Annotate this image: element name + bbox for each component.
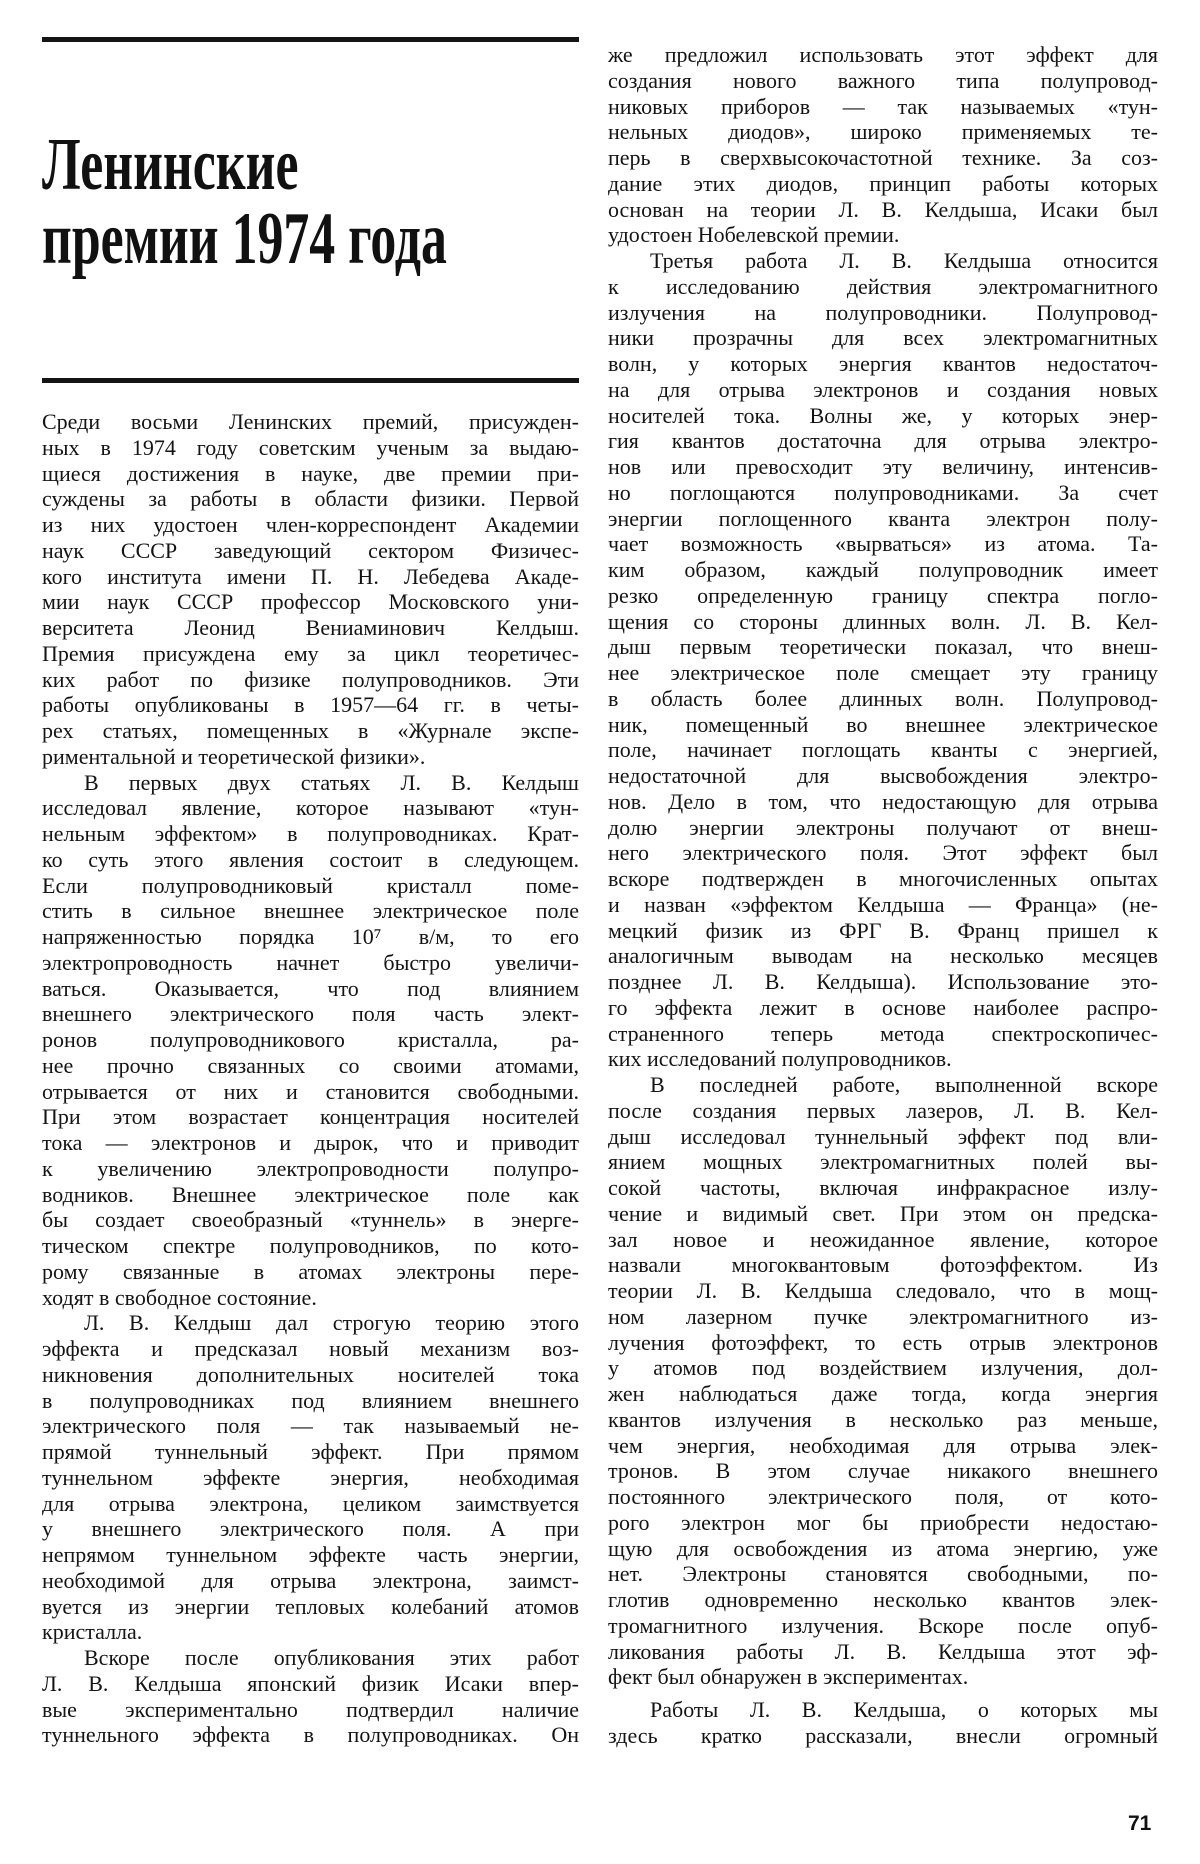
text-line: ваться. Оказывается, что под влиянием bbox=[42, 975, 579, 1001]
text-line: у внешнего электрического поля. А при bbox=[42, 1516, 579, 1542]
text-line: сокой частоты, включая инфракрасное излу- bbox=[608, 1175, 1158, 1200]
text-line: суждены за работы в области физики. Первой bbox=[42, 486, 579, 512]
text-line: вые экспериментально подтвердил наличие bbox=[42, 1696, 579, 1722]
text-line: исследовал явление, которое называют «тун- bbox=[42, 795, 579, 821]
text-line: аналогичным выводам на несколько месяцев bbox=[608, 943, 1158, 969]
text-line: него электрического поля. Этот эффект был bbox=[608, 840, 1158, 866]
text-line: чем энергия, необходимая для отрыва элек- bbox=[608, 1432, 1158, 1458]
text-line: В первых двух статьях Л. В. Келдыш bbox=[84, 769, 579, 795]
text-line: гия квантов достаточна для отрыва электро- bbox=[608, 428, 1158, 454]
text-line: работы опубликованы в 1957—64 гг. в четы- bbox=[42, 692, 579, 718]
text-line: тромагнитного излучения. Вскоре после опуб- bbox=[608, 1612, 1158, 1638]
text-line: туннельном эффекте энергия, необходимая bbox=[42, 1464, 579, 1490]
text-line: ники прозрачны для всех электромагнитных bbox=[608, 325, 1158, 351]
text-line: непрямом туннельном эффекте часть энергии, bbox=[42, 1542, 579, 1567]
text-line: кого института имени П. Н. Лебедева Акаде- bbox=[42, 563, 579, 589]
text-line: щиеся достижения в науке, две премии при- bbox=[42, 460, 579, 486]
text-line: же предложил использовать этот эффект для bbox=[608, 42, 1158, 67]
text-line: квантов излучения в несколько раз меньше, bbox=[608, 1406, 1158, 1432]
text-line: теории Л. В. Келдыша следовало, что в мощ- bbox=[608, 1278, 1158, 1303]
text-line: у атомов под воздействием излучения, дол- bbox=[608, 1355, 1158, 1381]
text-line: вскоре подтвержден в многочисленных опытах bbox=[608, 866, 1158, 891]
text-line: резко определенную границу спектра погло- bbox=[608, 582, 1158, 608]
text-line: чение и видимый свет. При этом он предска- bbox=[608, 1200, 1158, 1226]
text-line: щения со стороны длинных волн. Л. В. Кел- bbox=[608, 608, 1158, 634]
text-line: после создания первых лазеров, Л. В. Кел- bbox=[608, 1097, 1158, 1123]
text-line: туннельного эффекта в полупроводниках. Он bbox=[42, 1722, 579, 1748]
text-line: нее электрическое поле смещает эту границу bbox=[608, 660, 1158, 685]
paragraph bbox=[608, 42, 1158, 248]
text-line: и назван «эффектом Келдыша — Франца» (не- bbox=[608, 891, 1158, 917]
text-line: основан на теории Л. В. Келдыша, Исаки был bbox=[608, 196, 1158, 222]
text-line: здесь кратко рассказали, внесли огромный bbox=[608, 1722, 1158, 1748]
text-line: отрывается от них и становится свободными. bbox=[42, 1078, 579, 1104]
article-title-line-2: премии 1974 года bbox=[42, 198, 447, 280]
text-line: страненного теперь метода спектроскопичес- bbox=[608, 1020, 1158, 1046]
left-text-column bbox=[42, 409, 579, 1748]
text-line: мии наук СССР профессор Московского уни- bbox=[42, 589, 579, 615]
text-line: в область более длинных волн. Полупровод- bbox=[608, 685, 1158, 711]
text-line: тронов. В этом случае никакого внешнего bbox=[608, 1458, 1158, 1484]
text-line: к исследованию действия электромагнитного bbox=[608, 273, 1158, 299]
paragraph bbox=[608, 248, 1158, 1072]
text-line: позднее Л. В. Келдыша). Использование это- bbox=[608, 969, 1158, 994]
text-line: ходят в свободное состояние. bbox=[42, 1284, 317, 1310]
text-line: щую для освобождения из атома энергию, уже bbox=[608, 1535, 1158, 1561]
text-line: ных в 1974 году советским ученым за выдаю- bbox=[42, 434, 579, 460]
paragraph bbox=[608, 1072, 1158, 1690]
paragraph bbox=[608, 1697, 1158, 1749]
page-number: 71 bbox=[1128, 1812, 1152, 1835]
text-line: янием мощных электромагнитных полей вы- bbox=[608, 1149, 1158, 1175]
text-line: риментальной и теоретической физики». bbox=[42, 743, 426, 769]
text-line: на для отрыва электронов и создания новых bbox=[608, 376, 1158, 402]
text-line: водников. Внешнее электрическое поле как bbox=[42, 1181, 579, 1207]
article-title-line-1: Ленинские bbox=[42, 124, 299, 206]
right-text-column bbox=[608, 42, 1158, 1749]
text-line: нет. Электроны становятся свободными, по- bbox=[608, 1561, 1158, 1587]
text-line: энергии поглощенного кванта электрон полу- bbox=[608, 505, 1158, 531]
text-line: ких исследований полупроводников. bbox=[608, 1046, 952, 1072]
text-line: нельным эффектом» в полупроводниках. Крат- bbox=[42, 821, 579, 846]
text-line: В последней работе, выполненной вскоре bbox=[650, 1072, 1158, 1097]
text-line: создания нового важного типа полупровод- bbox=[608, 67, 1158, 93]
text-line: го эффекта лежит в основе наиболее распро- bbox=[608, 994, 1158, 1020]
text-line: нее прочно связанных со своими атомами, bbox=[42, 1052, 579, 1078]
text-line: ких работ по физике полупроводников. Эти bbox=[42, 666, 579, 692]
title-bottom-rule bbox=[42, 378, 579, 383]
text-line: дыш исследовал туннельный эффект под вли- bbox=[608, 1123, 1158, 1149]
text-line: вуется из энергии тепловых колебаний атомов bbox=[42, 1593, 579, 1619]
text-line: электропроводность начнет быстро увеличи- bbox=[42, 949, 579, 975]
text-line: Если полупроводниковый кристалл поме- bbox=[42, 872, 579, 898]
text-line: в полупроводниках под влиянием внешнего bbox=[42, 1387, 579, 1413]
text-line: электрического поля — так называемый не- bbox=[42, 1413, 579, 1439]
text-line: ким образом, каждый полупроводник имеет bbox=[608, 557, 1158, 582]
text-line: внешнего электрического поля часть элект- bbox=[42, 1001, 579, 1027]
text-line: долю энергии электроны получают от внеш- bbox=[608, 814, 1158, 840]
text-line: ко суть этого явления состоит в следующем. bbox=[42, 846, 579, 872]
text-line: волн, у которых энергия квантов недостаточ- bbox=[608, 351, 1158, 376]
text-line: эффекта и предсказал новый механизм воз- bbox=[42, 1336, 579, 1361]
text-line: излучения на полупроводники. Полупровод- bbox=[608, 299, 1158, 325]
paragraph bbox=[42, 1645, 579, 1748]
text-line: нельных диодов», широко применяемых те- bbox=[608, 119, 1158, 145]
text-line: нов или превосходит эту величину, интенсив- bbox=[608, 454, 1158, 479]
text-line: носителей тока. Волны же, у которых энер- bbox=[608, 402, 1158, 428]
text-line: Третья работа Л. В. Келдыша относится bbox=[650, 248, 1158, 273]
text-line: рех статьях, помещенных в «Журнале экспе- bbox=[42, 718, 579, 743]
text-line: необходимой для отрыва электрона, заимст- bbox=[42, 1567, 579, 1593]
text-line: глотив одновременно несколько квантов элек- bbox=[608, 1587, 1158, 1612]
text-line: назвали многоквантовым фотоэффектом. Из bbox=[608, 1252, 1158, 1278]
text-line: Л. В. Келдыш дал строгую теорию этого bbox=[84, 1310, 579, 1336]
text-line: рому связанные в атомах электроны пере- bbox=[42, 1258, 579, 1284]
text-line: нов. Дело в том, что недостающую для отрыва bbox=[608, 788, 1158, 814]
text-line: поле, начинает поглощать кванты с энергией, bbox=[608, 737, 1158, 763]
text-line: никновения дополнительных носителей тока bbox=[42, 1361, 579, 1387]
text-line: перь в сверхвысокочастотной технике. За соз- bbox=[608, 145, 1158, 170]
text-line: зал новое и неожиданное явление, которое bbox=[608, 1226, 1158, 1252]
text-line: ликования работы Л. В. Келдыша этот эф- bbox=[608, 1638, 1158, 1664]
text-line: постоянного электрического поля, от кото- bbox=[608, 1484, 1158, 1509]
text-line: При этом возрастает концентрация носителей bbox=[42, 1104, 579, 1130]
text-line: из них удостоен член-корреспондент Академии bbox=[42, 512, 579, 537]
top-rule bbox=[42, 37, 579, 42]
text-line: тока — электронов и дырок, что и приводит bbox=[42, 1130, 579, 1155]
text-line: мецкий физик из ФРГ В. Франц пришел к bbox=[608, 917, 1158, 943]
text-line: тическом спектре полупроводников, по кото- bbox=[42, 1233, 579, 1258]
text-line: фект был обнаружен в экспериментах. bbox=[608, 1664, 969, 1690]
text-line: ронов полупроводникового кристалла, ра- bbox=[42, 1027, 579, 1052]
text-line: наук СССР заведующий сектором Физичес- bbox=[42, 537, 579, 563]
text-line: ном лазерном пучке электромагнитного из- bbox=[608, 1303, 1158, 1329]
text-line: кристалла. bbox=[42, 1619, 143, 1645]
text-line: стить в сильное внешнее электрическое поле bbox=[42, 898, 579, 924]
text-line: верситета Леонид Вениаминович Келдыш. bbox=[42, 615, 579, 640]
text-line: дание этих диодов, принцип работы которых bbox=[608, 170, 1158, 196]
text-line: напряженностью порядка 10⁷ в/м, то его bbox=[42, 924, 579, 949]
text-line: жен наблюдаться даже тогда, когда энергия bbox=[608, 1381, 1158, 1406]
text-line: Л. В. Келдыша японский физик Исаки впер- bbox=[42, 1670, 579, 1696]
text-line: Премия присуждена ему за цикл теоретичес- bbox=[42, 640, 579, 666]
text-line: дыш первым теоретически показал, что внеш- bbox=[608, 634, 1158, 660]
text-line: бы создает своеобразный «туннель» в энерге- bbox=[42, 1207, 579, 1233]
text-line: Работы Л. В. Келдыша, о которых мы bbox=[650, 1697, 1158, 1722]
text-line: для отрыва электрона, целиком заимствуется bbox=[42, 1490, 579, 1516]
text-line: чает возможность «вырваться» из атома. Та- bbox=[608, 531, 1158, 557]
text-line: никовых приборов — так называемых «тун- bbox=[608, 93, 1158, 119]
text-line: ник, помещенный во внешнее электрическое bbox=[608, 711, 1158, 737]
text-line: лучения фотоэффект, то есть отрыв электронов bbox=[608, 1329, 1158, 1355]
text-line: Среди восьми Ленинских премий, присужден- bbox=[42, 409, 579, 434]
text-line: прямой туннельный эффект. При прямом bbox=[42, 1439, 579, 1464]
paragraph bbox=[42, 409, 579, 770]
text-line: но поглощаются полупроводниками. За счет bbox=[608, 479, 1158, 505]
paragraph bbox=[42, 770, 579, 1311]
text-line: недостаточной для высвобождения электро- bbox=[608, 763, 1158, 788]
text-line: рого электрон мог бы приобрести недостаю- bbox=[608, 1509, 1158, 1535]
text-line: удостоен Нобелевской премии. bbox=[608, 222, 900, 248]
text-line: к увеличению электропроводности полупро- bbox=[42, 1155, 579, 1181]
text-line: Вскоре после опубликования этих работ bbox=[84, 1645, 579, 1670]
paragraph bbox=[42, 1310, 579, 1645]
